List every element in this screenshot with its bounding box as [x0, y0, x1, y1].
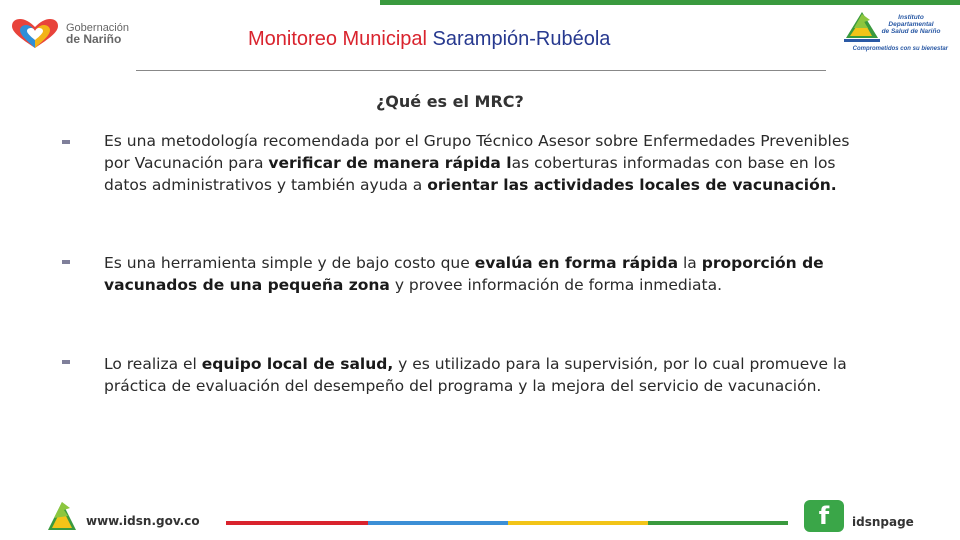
top-stripe-white [0, 0, 380, 5]
paragraph-1-segment: verificar de manera rápida l [268, 154, 512, 172]
paragraph-2-segment: proporción de vacunados de una pequeña zona [104, 254, 824, 294]
bullet-1-icon [62, 140, 70, 144]
paragraph-3-segment: equipo local de salud, [201, 355, 394, 373]
gobernacion-logo [10, 18, 150, 50]
top-stripe [0, 0, 960, 5]
paragraph-1-segment: orientar las actividades locales de vacunación. [427, 176, 837, 194]
footer-bar-blue [368, 521, 508, 525]
top-stripe-green [380, 0, 960, 5]
idsn-line3: de Salud de Nariño [881, 28, 941, 35]
paragraph-2-segment: y provee información de forma inmediata. [389, 276, 723, 294]
title-part-1: Monitoreo Municipal [248, 28, 427, 50]
paragraph-2 [104, 252, 864, 296]
paragraph-2-segment: evalúa en forma rápida [474, 254, 679, 272]
idsn-line2: Departamental [888, 21, 934, 28]
idsn-logo [836, 8, 948, 58]
footer-website[interactable]: www.idsn.gov.co [86, 514, 200, 528]
section-heading: ¿Qué es el MRC? [376, 92, 524, 111]
footer-bar-red [226, 521, 368, 525]
paragraph-1 [104, 130, 864, 196]
footer-idsn-emblem-icon [46, 498, 80, 532]
paragraph-2-segment: la [678, 254, 702, 272]
title-part-2: Sarampión-Rubéola [426, 28, 611, 50]
idsn-line1: Instituto [898, 14, 924, 21]
paragraph-3 [104, 353, 864, 397]
title-divider [136, 70, 826, 71]
idsn-name [874, 14, 948, 35]
heart-logo-icon [10, 18, 60, 50]
social-handle[interactable]: idsnpage [852, 515, 914, 529]
gobernacion-line1: Gobernación [66, 22, 129, 34]
gobernacion-line2: de Nariño [66, 32, 122, 46]
page-title [248, 28, 610, 51]
bullet-2-icon [62, 260, 70, 264]
paragraph-3-segment: y es utilizado para la supervisión, por lo cual promueve la práctica de evaluación del desempeño del programa y la mejora del servicio de vacunación. [104, 355, 847, 395]
facebook-icon[interactable] [804, 500, 844, 532]
idsn-slogan: Comprometidos con su bienestar [852, 46, 948, 52]
paragraph-1-segment: Es una metodología recomendada por el Grupo Técnico Asesor sobre Enfermedades Prevenibles por Vacunación para [104, 132, 850, 172]
footer-bar-yellow [508, 521, 648, 525]
gobernacion-text [66, 23, 129, 45]
facebook-glyph: f [818, 502, 830, 530]
paragraph-2-segment: Es una herramienta simple y de bajo costo que [104, 254, 475, 272]
paragraph-1-segment: as coberturas informadas con base en los datos administrativos y también ayuda a [104, 154, 836, 194]
bullet-3-icon [62, 360, 70, 364]
footer-bar-green [648, 521, 788, 525]
paragraph-3-segment: Lo realiza el [104, 355, 202, 373]
